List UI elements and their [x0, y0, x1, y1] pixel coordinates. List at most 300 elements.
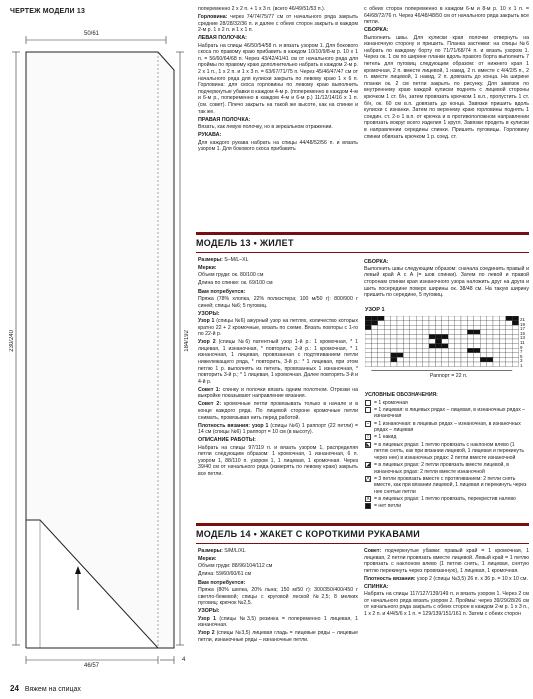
chart-row-number: 1: [520, 362, 523, 368]
paragraph: Горловина: через 74/74/75/77 см от начального ряда закрыть средние 28/28/32/36 п. и далее с обеих сторон закрыть в каждом 2-м р. 1 х 2 п. и 1 х 1 п.: [198, 13, 358, 34]
chart-cell: [384, 348, 390, 353]
chart-cell: [442, 353, 448, 358]
model-14-heading: [196, 529, 420, 539]
vest-schematic: [0, 0, 195, 685]
chart-cell: [461, 321, 467, 326]
chart-cell: [371, 353, 377, 358]
chart-cell: [448, 325, 454, 330]
paragraph: Для каждого рукава набрать на спицы 44/48/52/56 п. и вязать узором 1. Для бокового скоса прибавить: [198, 139, 358, 153]
chart-cell: [467, 325, 473, 330]
chart-cell: [461, 348, 467, 353]
chart-cell: [429, 357, 435, 362]
paragraph: Узор 2 (спицы №6) патентный узор 1-й р.: 1 кромочная, * 1 лицевая, 1 изнаночная, * повторить; 2-й р.: 1 кромочная, * 1 изнаночная, 1 лицевая, провязанная с подтягиванием петли нижележащего ряда, * повторить, 3-й р.: * 1 лицевая, при этом петлю 1 р. выполнять из петель, провязанных 1 изнаночная, * повторить 3-й р.; * 1 лицевая, 1 кромочная. Далее повторять 3-й и 4-й р.: [198, 339, 358, 385]
chart-cell: [467, 344, 473, 349]
chart-cell: [378, 362, 384, 367]
chart-cell: [506, 334, 512, 339]
chart-cell: [397, 334, 403, 339]
legend-text: = 3 петли провязать вместе с протягиванием: 2 петли снять вместе, как при вязании лицевой, 1 лицевая и перекинуть через нее снятые петли: [374, 475, 527, 495]
bottom-depth-label: 4: [182, 657, 186, 663]
chart-cell: [378, 353, 384, 358]
chart-cell: [410, 325, 416, 330]
chart-cell: [410, 362, 416, 367]
panel-outline: [26, 52, 174, 648]
chart-cell: [499, 353, 505, 358]
chart-cell: [493, 330, 499, 335]
chart-row-number: 11: [520, 339, 525, 345]
paragraph: Объем груди: ок. 80/100 см: [198, 272, 264, 279]
chart-cell: [499, 330, 505, 335]
chart-cell: [391, 334, 397, 339]
section-heading: ОПИСАНИЕ РАБОТЫ:: [198, 437, 256, 444]
paragraph: Узор 2 (спицы №3,5) лицевая гладь = лицевые ряды – лицевые петли, изнаночные ряды – изнаночные петли.: [198, 630, 358, 643]
chart-cell: [467, 362, 473, 367]
chart-cell: [499, 357, 505, 362]
chart-cell: [416, 348, 422, 353]
paragraph: Совет: подчеркнутые убавки: правый край = 1 кромочная, 1 лицевая, 2 петли провязать вместе лицевой. Левый край = 1 петлю провязать с наклоном влево (1 петлю снять, 1 лицевая, снятую петлю перекинуть через провязанную), 1 лицевая, 1 кромочная.: [364, 548, 529, 574]
chart-cell: [461, 339, 467, 344]
legend-item: [365, 421, 530, 434]
chart-cell: [461, 330, 467, 335]
legend-text: = нет петли: [374, 503, 402, 510]
chart-cell: [435, 316, 441, 321]
chart-cell: [474, 339, 480, 344]
model-13-heading-text: МОДЕЛЬ 13 • ЖИЛЕТ: [196, 238, 294, 248]
chart-cell: [365, 334, 371, 339]
chart-cell: [391, 316, 397, 321]
chart-cell: [448, 362, 454, 367]
chart-cell: [384, 325, 390, 330]
chart-cell: [410, 339, 416, 344]
chart-cell: [461, 362, 467, 367]
legend-symbol-icon: ○: [366, 434, 370, 441]
chart-cell: [365, 339, 371, 344]
chart-cell: [365, 357, 371, 362]
chart-cell: [391, 357, 397, 362]
chart-cell: [474, 316, 480, 321]
chart-cell: [397, 353, 403, 358]
chart-cell: [506, 339, 512, 344]
chart-cell: [499, 348, 505, 353]
paragraph: Набрать на спицы 117/127/139/149 п. и вязать узором 1. Через 2 см от начального ряда вязать узором 2. Проймы: через 39/29/28/26 см от начального ряда закрыть с обеих сторон в каждом 2-м р. 1 х 3 п., 1 х 2 п. и 4/4/5/6 х 1 п. = 129/139/151/161 п. Затем с обеих сторон: [364, 591, 529, 618]
paragraph: Совет 1: спинку и полочки вязать одним полотном. Отрезки на выкройке показывают направление вязания.: [198, 386, 358, 400]
chart-cell: [403, 348, 409, 353]
chart-cell: [435, 362, 441, 367]
top-width-label: 50/61: [84, 31, 100, 37]
chart-cell: [442, 362, 448, 367]
legend-symbol-icon: X: [366, 496, 370, 503]
section-heading: СПИНКА:: [364, 583, 389, 590]
chart-cell: [506, 357, 512, 362]
chart-cell: [512, 362, 518, 367]
paragraph: Плотность вязания: узор 1 (спицы №6) 1 раппорт (22 петли) = 14 см (спицы №6) 1 раппорт = 10 см (в высоту).: [198, 422, 358, 436]
chart-cell: [474, 344, 480, 349]
chart-cell: [487, 330, 493, 335]
inline-label: Совет:: [364, 548, 382, 554]
legend-symbol-icon: [365, 400, 371, 406]
chart-cell: [435, 321, 441, 326]
chart-cell: [493, 316, 499, 321]
chart-cell: [506, 344, 512, 349]
chart-cell: [403, 316, 409, 321]
chart-cell: [391, 330, 397, 335]
section-heading: Вам потребуется:: [198, 288, 246, 295]
chart-cell: [493, 321, 499, 326]
chart-cell: [455, 321, 461, 326]
chart-row-numbers: [520, 318, 525, 369]
section-heading: Мерки:: [198, 265, 217, 272]
section-heading: ПРАВАЯ ПОЛОЧКА:: [198, 116, 251, 123]
section-heading: УЗОРЫ:: [198, 310, 220, 317]
paragraph: Выполнить швы. Для кулиски края полочки отвернуть на изнаночную сторону и пришить. Планка застежки: на спицы №6 набрать по каждому борту по 71/71/68/74 п. и вязать узором 1. Через ок. 1 см по ширине планки вдоль правого борта выполнить 7 петель для пуговиц следующим образом: от нижнего края 1 кромочная, 2 п. вместе лицевой, 1 накид, 2 п. вместе с 4/4/2/5 п., 2 п. вместе лицевой, 1 накид, 2 п. довязать до конца. На ширине планки ок. 2 см петли закрыть по рисунку. Для завязок по внутреннему краю каждой кулиски поднять с лицевой стороны крючком 1 ст. б/н, затем провязать крючком 1 в.п., пропустить 1 ст. б/н, ок. 60 см в.п. довязать до конца. Завязки пришить вдоль кулиски с изнанки. Затем по верхнему краю горловины поднять 1 соедин. ст. 2-о 1 в.п. от крючка и в противоположном направлении провязать вокруг всего изделия 1 кругл. Завязки продеть в кулиски в направлении середины спинки. Пришить пуговицы. Горловину спинки обвязать крючком 1 р. соед. ст.: [364, 34, 529, 140]
chart-cell: [365, 362, 371, 367]
chart-cell: [429, 344, 435, 349]
chart-cell: [378, 344, 384, 349]
inline-label: Узор 1: [198, 318, 215, 325]
chart-cell: [493, 348, 499, 353]
paragraph: Плотность вязания: узор 2 (спицы №3,5) 26 п. х 36 р. = 10 х 10 см.: [364, 575, 528, 582]
inline-label: Размеры:: [198, 548, 223, 554]
chart-cell: [378, 325, 384, 330]
section-heading: СБОРКА:: [364, 27, 389, 34]
chart-cell: [442, 321, 448, 326]
chart-cell: [480, 357, 486, 362]
chart-row-number: 15: [520, 330, 526, 336]
chart-cell: [391, 344, 397, 349]
chart-cell: [506, 353, 512, 358]
paragraph: Узор 1 (спицы №6) ажурный узор на петлях, количество которых кратно 22 + 2 кромочные, вязать по схеме. Вязать повторы с 1-го по 22-й р.: [198, 318, 358, 338]
chart-cell: [474, 330, 480, 335]
left-height-label: 230/240: [9, 330, 15, 352]
chart-cell: [499, 362, 505, 367]
inline-label: Горловина:: [198, 13, 228, 20]
chart-cell: [474, 348, 480, 353]
chart-cell: [410, 348, 416, 353]
chart-cell: [391, 321, 397, 326]
chart-cell: [371, 321, 377, 326]
chart-cell: [378, 321, 384, 326]
chart-cell: [397, 330, 403, 335]
chart-cell: [378, 357, 384, 362]
inline-label: Узор 2: [198, 339, 216, 346]
chart-cell: [435, 357, 441, 362]
chart-cell: [429, 321, 435, 326]
chart-cell: [384, 330, 390, 335]
chart-cell: [410, 321, 416, 326]
chart-cell: [371, 339, 377, 344]
legend-symbol-icon: –: [366, 420, 370, 427]
chart-cell: [365, 353, 371, 358]
chart-cell: [416, 330, 422, 335]
chart-cell: [397, 325, 403, 330]
chart-cell: [467, 339, 473, 344]
chart-cell: [512, 348, 518, 353]
chart-cell: [378, 339, 384, 344]
magazine-name: Вяжем на спицах: [24, 686, 81, 693]
legend-text: = в лицевых рядах: 1 петлю провязать с наклоном влево (1 петлю снять, как при вязании лицевой, 1 лицевая и перекинуть через нее) в изнаночных рядах: 2 петли вместе изнаночной: [374, 441, 524, 461]
chart-cell: [448, 330, 454, 335]
model-14-text-left: [198, 548, 358, 645]
page-footer: [10, 684, 81, 693]
chart-cell: [429, 325, 435, 330]
legend-item: [365, 496, 530, 503]
chart-cell: [371, 325, 377, 330]
chart-cell: [467, 353, 473, 358]
legend-item: [365, 476, 530, 496]
chart-cell: [397, 344, 403, 349]
chart-cell: [455, 334, 461, 339]
chart-row-number: 7: [520, 349, 523, 355]
chart-cell: [442, 334, 448, 339]
chart-cell: [442, 316, 448, 321]
chart-cell: [480, 339, 486, 344]
paragraph: Длина: 59/60/60/61 см: [198, 571, 252, 578]
chart-cell: [384, 321, 390, 326]
chart-cell: [416, 357, 422, 362]
chart-cell: [480, 325, 486, 330]
chart-cell: [435, 339, 441, 344]
chart-cell: [371, 316, 377, 321]
chart-cell: [416, 321, 422, 326]
legend-title: УСЛОВНЫЕ ОБОЗНАЧЕНИЯ:: [365, 392, 438, 398]
chart-cell: [371, 362, 377, 367]
chart-cell: [416, 362, 422, 367]
chart-cell: [506, 330, 512, 335]
page-number: 24: [10, 684, 19, 693]
chart-cell: [416, 334, 422, 339]
chart-cell: [467, 316, 473, 321]
chart-cell: [429, 334, 435, 339]
legend-symbol-icon: ◣: [366, 441, 370, 448]
chart-cell: [487, 334, 493, 339]
chart-cell: [365, 321, 371, 326]
right-height-label: 184/192: [184, 330, 190, 352]
chart-cell: [391, 348, 397, 353]
paragraph: Пряжа (80% шелка, 20% льна; 150 м/50 г): 300/350/400/450 г светло-бежевой; спицы с круговой леской №2,5; 8 мелких пуговиц; крючок №2,5.: [198, 586, 358, 607]
chart-row-number: 3: [520, 358, 523, 364]
chart-cell: [384, 357, 390, 362]
chart-cell: [499, 344, 505, 349]
chart-cell: [480, 334, 486, 339]
model-13-rule: [196, 232, 529, 235]
chart-cell: [371, 334, 377, 339]
bottom-width-label: 46/57: [84, 663, 100, 669]
chart-cell: [480, 321, 486, 326]
chart-cell: [493, 325, 499, 330]
chart-cell: [410, 353, 416, 358]
chart-row-number: 13: [520, 335, 526, 341]
chart-cell: [371, 357, 377, 362]
chart-cell: [397, 316, 403, 321]
chart-cell: [487, 339, 493, 344]
chart-cell: [461, 334, 467, 339]
chart-cell: [416, 344, 422, 349]
paragraph: Размеры: S–M/L–XL: [198, 257, 249, 263]
chart-cell: [435, 348, 441, 353]
chart-cell: [493, 334, 499, 339]
chart-cell: [487, 316, 493, 321]
inline-label: Совет 2:: [198, 401, 222, 408]
chart-cell: [397, 357, 403, 362]
paragraph: Пряжа (78% хлопка, 22% полиэстера; 100 м/50 г): 800/900 г синей; спицы №6; 5 пуговиц.: [198, 295, 358, 309]
legend-text: = 1 лицевая: в лицевых рядах – лицевая, в изнаночных рядах – изнаночная: [374, 406, 526, 420]
inline-label: Совет 1:: [198, 386, 221, 393]
chart-cell: [378, 330, 384, 335]
section-heading: УЗОРЫ:: [198, 608, 220, 615]
chart-cell: [410, 344, 416, 349]
chart-cell: [455, 316, 461, 321]
chart-row-number: 9: [520, 344, 523, 350]
chart-cell: [474, 357, 480, 362]
chart-cell: [474, 325, 480, 330]
chart-cell: [487, 362, 493, 367]
chart-cell: [423, 362, 429, 367]
chart-cell: [455, 325, 461, 330]
chart-cell: [429, 362, 435, 367]
chart-cell: [391, 362, 397, 367]
chart-cell: [455, 330, 461, 335]
chart-cell: [448, 348, 454, 353]
chart-cell: [429, 348, 435, 353]
chart-cell: [384, 344, 390, 349]
chart-cell: [384, 334, 390, 339]
chart-cell: [512, 330, 518, 335]
chart-cell: [499, 325, 505, 330]
chart-cell: [448, 334, 454, 339]
chart-cell: [416, 325, 422, 330]
chart-cell: [480, 316, 486, 321]
model-13-text-right: [364, 257, 529, 300]
chart-row-number: 19: [520, 321, 526, 327]
chart-cell: [512, 344, 518, 349]
legend-item: [365, 462, 530, 475]
legend-text: = в лицевых рядах: 2 петли провязать вместе лицевой, в изнаночных рядах: 2 петли вместе изнаночной: [374, 461, 509, 475]
chart-cell: [506, 325, 512, 330]
chart-cell: [480, 344, 486, 349]
chart-cell: [467, 330, 473, 335]
chart-cell: [493, 339, 499, 344]
legend-symbol-icon: ◢: [366, 461, 370, 468]
drawing-title: ЧЕРТЕЖ МОДЕЛИ 13: [10, 8, 86, 15]
chart-cell: [429, 353, 435, 358]
paragraph: Размеры: S/M/L/XL: [198, 548, 246, 554]
chart-cell: [410, 334, 416, 339]
chart-cell: [429, 330, 435, 335]
chart-cell: [461, 316, 467, 321]
chart-cell: [499, 334, 505, 339]
chart-cell: [397, 339, 403, 344]
chart-cell: [403, 325, 409, 330]
chart-cell: [423, 316, 429, 321]
chart-cell: [474, 334, 480, 339]
text-column-1: [198, 6, 358, 154]
chart-cell: [512, 357, 518, 362]
chart-cell: [423, 348, 429, 353]
chart-cell: [442, 339, 448, 344]
pattern-chart-label: УЗОР 1: [365, 307, 385, 313]
chart-cell: [435, 353, 441, 358]
chart-cell: [467, 321, 473, 326]
chart-cell: [487, 357, 493, 362]
chart-cell: [512, 353, 518, 358]
chart-cell: [493, 362, 499, 367]
chart-cell: [467, 334, 473, 339]
chart-row-number: 21: [520, 317, 526, 322]
legend-text: = в лицевых рядах: 1 петлю провязать, перекрестив налево: [374, 496, 516, 503]
chart-cell: [423, 325, 429, 330]
paragraph: с обеих сторон попеременно в каждом 6-м и 8-м р. 10 х 1 п. = 64/68/72/76 п. Через 46/48/48/50 см от начального ряда закрыть все петли.: [364, 6, 529, 26]
chart-cell: [487, 325, 493, 330]
chart-cell: [461, 353, 467, 358]
inline-label: Узор 2: [198, 630, 215, 637]
chart-cell: [384, 339, 390, 344]
chart-cell: [423, 321, 429, 326]
chart-cell: [384, 353, 390, 358]
chart-cell: [403, 357, 409, 362]
chart-cell: [423, 357, 429, 362]
chart-cell: [423, 353, 429, 358]
chart-cell: [403, 353, 409, 358]
chart-cell: [512, 321, 518, 326]
chart-cell: [455, 353, 461, 358]
chart-cell: [365, 348, 371, 353]
chart-cell: [455, 344, 461, 349]
chart-cell: [448, 344, 454, 349]
chart-cell: [461, 357, 467, 362]
chart-cell: [455, 339, 461, 344]
inline-label: Размеры:: [198, 257, 223, 263]
model-14-heading-text: МОДЕЛЬ 14 • ЖАКЕТ С КОРОТКИМИ РУКАВАМИ: [196, 529, 421, 539]
model-13-rule-bottom: [196, 252, 529, 253]
chart-cell: [442, 357, 448, 362]
chart-cell: [435, 344, 441, 349]
chart-cell: [365, 325, 371, 330]
chart-cell: [371, 330, 377, 335]
chart-cell: [506, 321, 512, 326]
paragraph: попеременно 2 х 2 п. + 1 х 3 п. (всего 46/49/51/53 п.).: [198, 6, 326, 12]
chart-cell: [512, 339, 518, 344]
paragraph: Объем груди: 88/96/104/112 см: [198, 563, 273, 570]
chart-cell: [455, 362, 461, 367]
chart-cell: [416, 339, 422, 344]
chart-cell: [391, 325, 397, 330]
legend-item: [365, 503, 530, 510]
chart-cell: [442, 325, 448, 330]
chart-cell: [403, 344, 409, 349]
paragraph: Узор 1 (спицы №3,5) резинка = попеременно 1 лицевая, 1 изнаночная.: [198, 615, 358, 629]
section-heading: Вам потребуется:: [198, 579, 246, 586]
chart-cell: [512, 325, 518, 330]
chart-cell: [397, 348, 403, 353]
chart-cell: [378, 316, 384, 321]
inline-label: Плотность вязания: узор 1: [198, 422, 269, 429]
chart-cell: [455, 348, 461, 353]
chart-cell: [480, 362, 486, 367]
chart-cell: [474, 353, 480, 358]
chart-cell: [442, 344, 448, 349]
chart-cell: [499, 316, 505, 321]
chart-cell: [512, 334, 518, 339]
chart-cell: [378, 348, 384, 353]
chart-cell: [403, 321, 409, 326]
legend: [365, 392, 530, 510]
chart-cell: [448, 321, 454, 326]
chart-cell: [455, 357, 461, 362]
chart-cell: [423, 330, 429, 335]
legend-text: = 1 кромочная: [374, 399, 408, 406]
model-13-text-left: [198, 257, 358, 479]
chart-cell: [448, 357, 454, 362]
chart-cell: [391, 339, 397, 344]
